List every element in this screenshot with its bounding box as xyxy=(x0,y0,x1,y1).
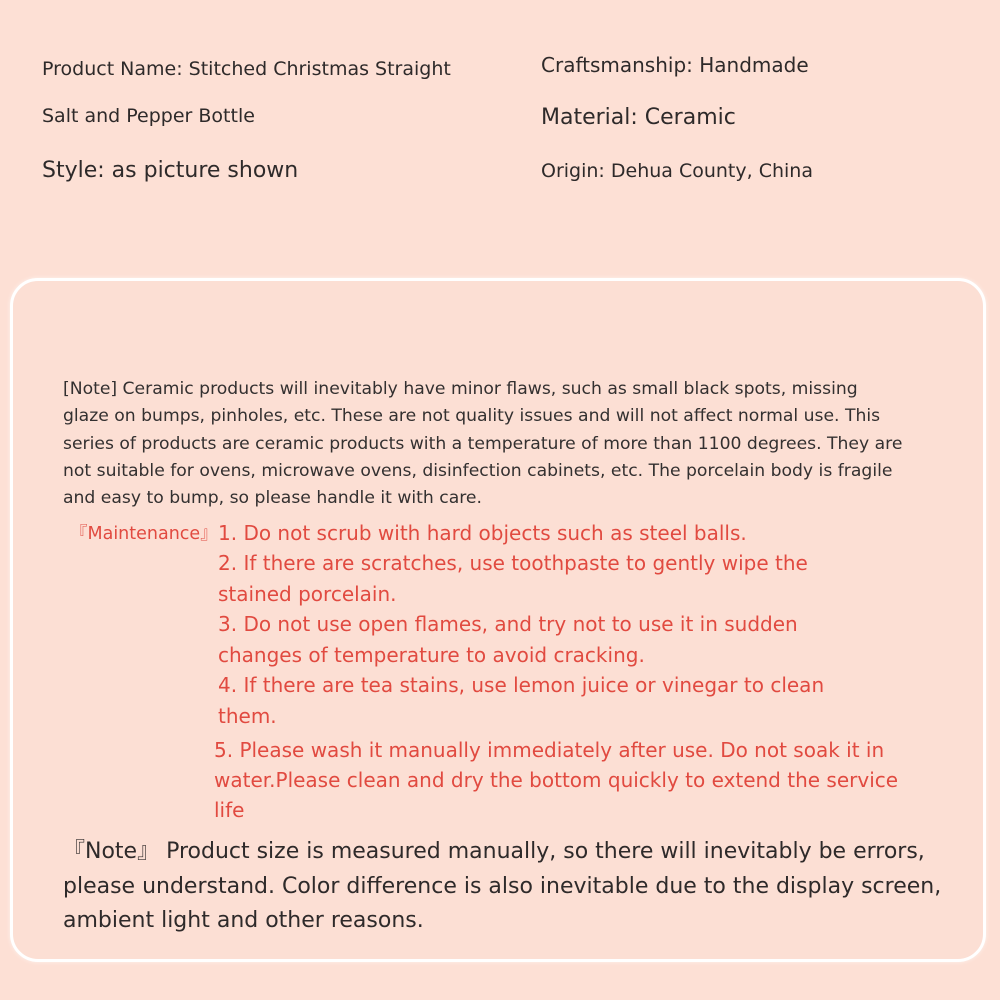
maintenance-item: 3. Do not use open flames, and try not to use it in sudden changes of temperature to avoid cracking. xyxy=(218,612,798,667)
style-spec: Style: as picture shown xyxy=(42,158,299,183)
maintenance-label: 『Maintenance』 xyxy=(70,524,218,544)
maintenance-item: 5. Please wash it manually immediately after use. Do not soak it in water.Please clean and dry the bottom quickly to extend the service life xyxy=(214,738,899,822)
ceramic-note: [Note] Ceramic products will inevitably have minor flaws, such as small black spots, missing glaze on bumps, pinholes, etc. These are not quality issues and will not affect normal use. This series of products are ceramic products with a temperature of more than 1100 degrees. They are not suitable for ovens, microwave ovens, disinfection cabinets, etc. The porcelain body is fragile and easy to bump, so please handle it with care. xyxy=(63,379,903,509)
product-name-line-2: Salt and Pepper Bottle xyxy=(42,105,255,127)
craftsmanship-spec: Craftsmanship: Handmade xyxy=(541,53,809,77)
origin-spec: Origin: Dehua County, China xyxy=(541,160,813,182)
maintenance-item: 4. If there are tea stains, use lemon juice or vinegar to clean them. xyxy=(218,673,825,728)
size-color-note: 『Note』 Product size is measured manually, so there will inevitably be errors, please understand. Color difference is also inevitable due to the display screen, ambient light and other reasons. xyxy=(63,839,942,933)
maintenance-item: 2. If there are scratches, use toothpaste to gently wipe the stained porcelain. xyxy=(218,551,808,606)
product-name-line-1: Product Name: Stitched Christmas Straight xyxy=(42,58,451,80)
material-spec: Material: Ceramic xyxy=(541,105,736,130)
maintenance-item: 1. Do not scrub with hard objects such as steel balls. xyxy=(218,521,747,545)
